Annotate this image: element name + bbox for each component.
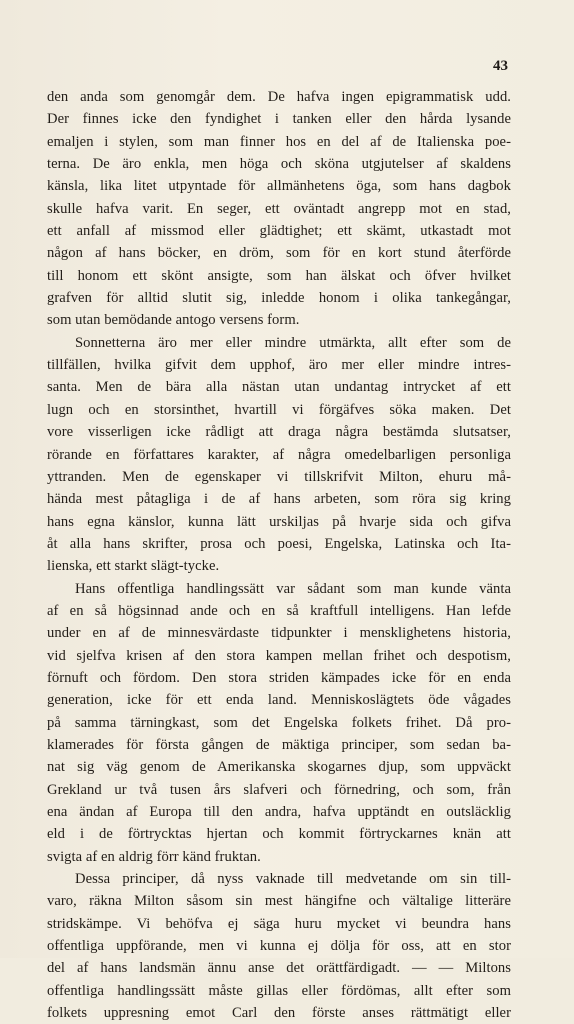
text-line: Hans offentliga handlingssätt var sådant som man kunde vänta [75,580,511,597]
body-text [47,86,511,1024]
text-line: vore visserligen icke rådligt att draga några bestämda slutsatser, [47,424,511,441]
text-line: känsla, lika litet utpyntade för allmänhetens öga, som hans dagbok [47,178,511,195]
text-line: stridskämpe. Vi behöfva ej säga huru mycket vi beundra hans [47,915,511,932]
text-line: generation, icke för ett enda land. Menniskoslägtets öde vågades [47,692,511,709]
text-line: emaljen i stylen, som man finner hos en del af de Italienska poe- [47,133,511,150]
text-line: varo, räkna Milton såsom sin mest hängifne och vältalige litteräre [47,893,511,910]
text-line: eld i de förtrycktas hjertan och kommit förtryckarnes knän att [47,826,511,843]
paragraph [47,578,511,868]
text-line: lugn och en storsinthet, hvartill vi förgäfves söka maken. Det [47,401,511,418]
text-line: santa. Men de bära alla nästan utan undantag intrycket af ett [47,379,511,396]
text-line: yttranden. Men de egenskaper vi tillskrifvit Milton, ehuru må- [47,468,511,485]
text-line: offentliga uppförande, men vi kunna ej dölja för oss, att en stor [47,938,511,955]
paragraph [47,86,511,332]
text-line: åt alla hans skrifter, prosa och poesi, Engelska, Latinska och Ita- [47,535,511,552]
paragraph [47,868,511,1024]
text-line: vid sjelfva krisen af den stora kampen mellan frihet och despotism, [47,647,511,664]
text-line: någon af hans böcker, en dröm, som för en kort stund återförde [47,245,511,262]
text-line: ett anfall af missmod eller glädtighet; ett skämt, utkastadt mot [47,223,511,240]
text-line: på samma tärningkast, som det Engelska folkets frihet. Då pro- [47,714,511,731]
text-line: nat sig väg genom de Amerikanska skogarnes djup, som uppväckt [47,759,511,776]
text-line: Dessa principer, då nyss vaknade till medvetande om sin till- [75,871,511,888]
text-line: grafven för alltid slutit sig, inledde honom i olika tankegångar, [47,290,511,307]
text-line: som utan bemödande antogo versens form. [47,312,300,329]
text-line: hända mest påtagliga i de af hans arbeten, som röra sig kring [47,491,511,508]
paragraph [47,332,511,578]
text-line: Grekland ur två tusen års slafveri och förnedring, och som, från [47,781,511,798]
text-line: del af hans landsmän ännu anse det orättfärdigadt. — — Miltons [47,960,511,977]
text-line: ena ändan af Europa till den andra, hafva upptändt en outsläcklig [47,804,511,820]
text-line: skulle hafva varit. En seger, ett oväntadt angrepp mot en stad, [47,200,511,217]
text-line: svigta af en aldrig förr känd fruktan. [47,848,261,865]
text-line: offentliga handlingssätt måste gillas eller fördömas, allt efter som [47,982,511,999]
text-line: den anda som genomgår dem. De hafva ingen epigrammatisk udd. [47,89,511,105]
text-line: tillfällen, hvilka gifvit dem upphof, äro mer eller mindre intres- [47,357,511,374]
text-line: Sonnetterna äro mer eller mindre utmärkta, allt efter som de [75,334,511,351]
text-line: hans egna känslor, kunna lätt urskiljas på hvarje sida och gifva [47,513,511,530]
text-line: under en af de minnesvärdaste tidpunkter i mensklighetens historia, [47,625,511,642]
text-line: folkets uppresning emot Carl den förste anses rättmätigt eller [47,1005,511,1022]
text-line: terna. De äro enkla, men höga och sköna utgjutelser af skaldens [47,156,511,173]
text-line: af en så högsinnad ande och en så kraftfull intelligens. Han lefde [47,602,511,619]
text-line: förnuft och fördom. Den stora striden kämpades icke för en enda [47,669,511,686]
text-line: lienska, ett starkt slägt-tycke. [47,558,220,575]
page-number: 43 [493,58,508,74]
text-line: rörande en författares karakter, af några omedelbarligen personliga [47,446,511,463]
text-line: till honom ett skönt ansigte, som han älskat och öfver hvilket [47,267,511,284]
text-line: klamerades för första gången de mäktiga principer, som sedan ba- [47,736,511,753]
text-line: Der finnes icke den fyndighet i tanken eller den hårda lysande [47,111,511,128]
